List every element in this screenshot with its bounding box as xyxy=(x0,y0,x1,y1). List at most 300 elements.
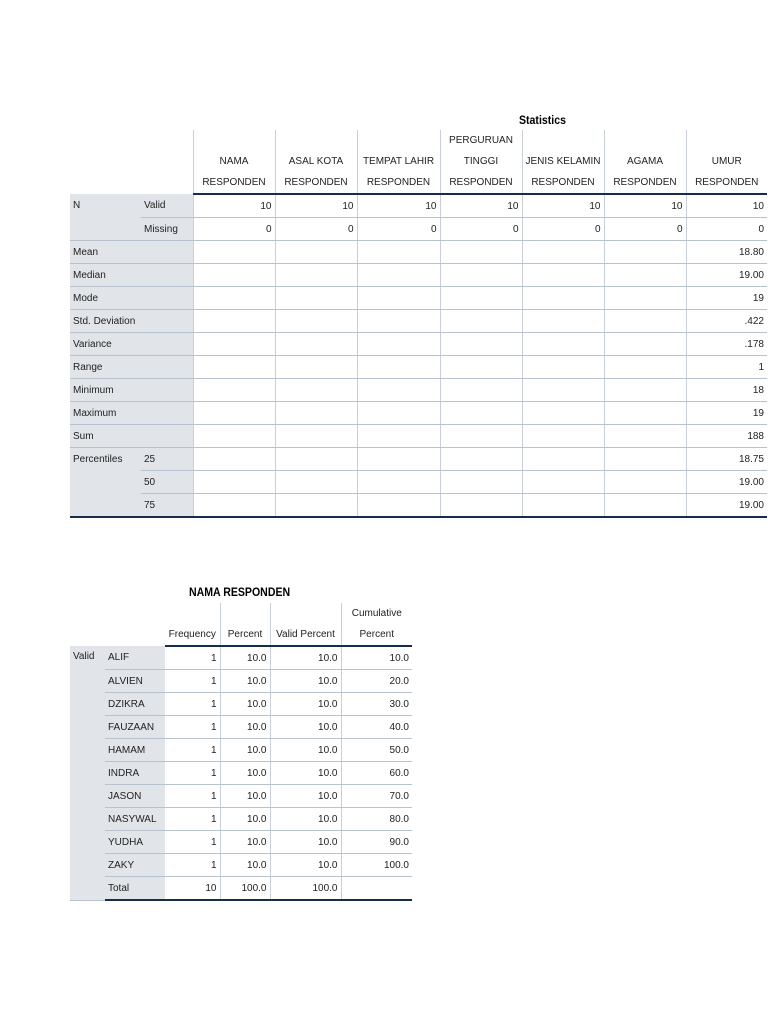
stat-value xyxy=(686,194,767,218)
row-label xyxy=(70,494,141,518)
category-label xyxy=(105,831,165,854)
stat-value xyxy=(193,448,275,471)
cell-text: 10.0 xyxy=(318,859,338,871)
cell-text: 18.80 xyxy=(738,246,764,258)
cell-text: NASYWAL xyxy=(108,813,157,825)
cell-text: 10.0 xyxy=(318,744,338,756)
stat-value xyxy=(275,333,357,356)
frequency-value xyxy=(270,877,341,901)
column-header xyxy=(522,130,604,194)
category-label xyxy=(105,693,165,716)
stat-value xyxy=(522,356,604,379)
frequency-value xyxy=(220,785,270,808)
stat-value xyxy=(193,356,275,379)
cell-text: 10.0 xyxy=(247,652,267,664)
stat-value xyxy=(440,264,522,287)
stat-value xyxy=(686,218,767,241)
stat-value xyxy=(686,425,767,448)
stat-value xyxy=(275,494,357,518)
stat-value xyxy=(686,264,767,287)
stat-value xyxy=(604,494,686,518)
stat-row xyxy=(70,310,767,333)
stat-value xyxy=(522,425,604,448)
cell-text: 10 xyxy=(752,200,764,212)
cell-text: 19 xyxy=(752,292,764,304)
cell-text: 1 xyxy=(210,721,217,733)
cell-text: 10.0 xyxy=(247,698,267,710)
stat-value xyxy=(522,402,604,425)
cell-text: 1 xyxy=(210,652,217,664)
cell-text: Frequency xyxy=(168,629,216,640)
cell-text: 0 xyxy=(430,223,437,235)
frequency-row xyxy=(70,785,412,808)
stat-value xyxy=(193,241,275,264)
frequency-value xyxy=(270,646,341,670)
stat-row xyxy=(70,264,767,287)
row-label xyxy=(70,356,193,379)
frequency-value xyxy=(165,670,220,693)
cell-text: 50 xyxy=(144,476,156,488)
stat-value xyxy=(357,241,440,264)
corner-cell xyxy=(70,130,193,194)
cell-text: Maximum xyxy=(73,407,117,419)
stat-value xyxy=(193,379,275,402)
frequency-value xyxy=(341,877,412,901)
stat-value xyxy=(275,356,357,379)
cell-text: 0 xyxy=(594,223,601,235)
cell-text: YUDHA xyxy=(108,836,144,848)
cell-text: Range xyxy=(73,361,103,373)
category-label xyxy=(105,670,165,693)
stat-value xyxy=(440,356,522,379)
category-label xyxy=(105,716,165,739)
cell-text: 10.0 xyxy=(247,859,267,871)
stat-row xyxy=(70,218,767,241)
frequency-value xyxy=(220,808,270,831)
cell-text: 50.0 xyxy=(389,744,409,756)
stat-value xyxy=(440,333,522,356)
stat-value xyxy=(275,218,357,241)
stat-value xyxy=(686,471,767,494)
cell-text: 19 xyxy=(752,407,764,419)
frequency-value xyxy=(270,693,341,716)
cell-text: ALVIEN xyxy=(108,675,143,687)
cell-text: 100.0 xyxy=(312,882,338,894)
cell-text: PERGURUAN TINGGI RESPONDEN xyxy=(449,135,513,188)
stat-value xyxy=(357,310,440,333)
stat-value xyxy=(522,310,604,333)
cell-text: INDRA xyxy=(108,767,140,779)
frequency-row xyxy=(70,877,412,901)
frequency-value xyxy=(270,716,341,739)
frequency-row xyxy=(70,739,412,762)
cell-text: 18.75 xyxy=(738,453,764,465)
cell-text: 10.0 xyxy=(247,790,267,802)
row-label xyxy=(70,310,193,333)
frequency-value xyxy=(220,646,270,670)
cell-text: 10.0 xyxy=(318,652,338,664)
stat-value xyxy=(686,310,767,333)
stat-value xyxy=(440,425,522,448)
row-label xyxy=(70,379,193,402)
cell-text: HAMAM xyxy=(108,744,146,756)
column-header xyxy=(686,130,767,194)
column-header xyxy=(341,603,412,646)
cell-text: 10 xyxy=(205,882,217,894)
cell-text: Valid xyxy=(144,200,166,211)
cell-text: 90.0 xyxy=(389,836,409,848)
stat-value xyxy=(604,218,686,241)
cell-text: 10.0 xyxy=(247,721,267,733)
cell-text: Valid xyxy=(73,651,95,662)
frequency-value xyxy=(341,693,412,716)
frequency-value xyxy=(341,739,412,762)
stat-row xyxy=(70,241,767,264)
cell-text: 10 xyxy=(425,200,437,212)
row-label xyxy=(70,425,193,448)
column-header xyxy=(440,130,522,194)
cell-text: Median xyxy=(73,269,106,281)
cell-text: 20.0 xyxy=(389,675,409,687)
cell-text: 0 xyxy=(676,223,683,235)
row-label xyxy=(70,194,141,218)
cell-text: 1 xyxy=(210,767,217,779)
stat-value xyxy=(686,448,767,471)
stat-value xyxy=(604,333,686,356)
cell-text: 1 xyxy=(210,698,217,710)
cell-text: 10.0 xyxy=(318,698,338,710)
header-row xyxy=(70,130,767,194)
row-label xyxy=(70,287,193,310)
cell-text: 0 xyxy=(758,223,764,235)
cell-text: 10 xyxy=(671,200,683,212)
stat-value xyxy=(604,310,686,333)
row-sublabel xyxy=(141,494,193,518)
stat-value xyxy=(193,494,275,518)
cell-text: 19.00 xyxy=(738,269,764,281)
corner-cell xyxy=(70,603,165,646)
cell-text: Sum xyxy=(73,430,94,442)
frequency-value xyxy=(220,762,270,785)
stat-value xyxy=(275,194,357,218)
frequency-value xyxy=(220,854,270,877)
stat-value xyxy=(440,494,522,518)
row-sublabel xyxy=(141,218,193,241)
category-label xyxy=(105,877,165,901)
cell-text: 10.0 xyxy=(318,767,338,779)
cell-text: Minimum xyxy=(73,384,114,396)
cell-text: 1 xyxy=(210,790,217,802)
cell-text: Mode xyxy=(73,292,99,304)
stat-value xyxy=(193,218,275,241)
stat-value xyxy=(357,194,440,218)
stat-value xyxy=(275,264,357,287)
row-label xyxy=(70,448,141,471)
cell-text: 0 xyxy=(512,223,519,235)
cell-text: Variance xyxy=(73,338,112,350)
cell-text: ALIF xyxy=(108,652,130,663)
stat-value xyxy=(604,241,686,264)
stat-value xyxy=(193,310,275,333)
stat-value xyxy=(686,402,767,425)
stat-value xyxy=(522,218,604,241)
cell-text: .178 xyxy=(744,338,764,350)
cell-text: 1 xyxy=(758,361,764,373)
cell-text: 10.0 xyxy=(247,675,267,687)
stat-value xyxy=(357,218,440,241)
frequency-value xyxy=(341,831,412,854)
frequency-row xyxy=(70,762,412,785)
statistics-title: Statistics xyxy=(519,113,566,127)
cell-text: JASON xyxy=(108,790,142,802)
column-header xyxy=(270,603,341,646)
stat-value xyxy=(604,264,686,287)
cell-text: UMUR RESPONDEN xyxy=(695,156,759,188)
frequency-value xyxy=(270,670,341,693)
stat-row xyxy=(70,471,767,494)
stat-value xyxy=(522,333,604,356)
cell-text: 10.0 xyxy=(247,813,267,825)
frequency-value xyxy=(165,762,220,785)
stat-value xyxy=(275,241,357,264)
stat-row xyxy=(70,356,767,379)
stat-value xyxy=(604,402,686,425)
frequency-row xyxy=(70,646,412,670)
stat-row xyxy=(70,425,767,448)
frequency-row xyxy=(70,716,412,739)
frequency-value xyxy=(341,646,412,670)
cell-text: Mean xyxy=(73,246,99,258)
frequency-title: NAMA RESPONDEN xyxy=(189,585,291,599)
frequency-value xyxy=(165,854,220,877)
cell-text: 10 xyxy=(507,200,519,212)
cell-text: 100.0 xyxy=(383,859,409,871)
frequency-value xyxy=(220,877,270,901)
category-label xyxy=(105,854,165,877)
cell-text: 10.0 xyxy=(318,836,338,848)
stat-value xyxy=(440,471,522,494)
cell-text: 100.0 xyxy=(241,882,267,894)
category-label xyxy=(105,739,165,762)
cell-text: 18 xyxy=(752,384,764,396)
stat-value xyxy=(522,194,604,218)
header-row xyxy=(70,603,412,646)
row-label xyxy=(70,218,141,241)
cell-text: 10.0 xyxy=(389,652,409,664)
stat-value xyxy=(522,494,604,518)
cell-text: ZAKY xyxy=(108,859,135,871)
stat-value xyxy=(440,310,522,333)
frequency-value xyxy=(220,716,270,739)
stat-row xyxy=(70,402,767,425)
stat-value xyxy=(522,448,604,471)
stat-value xyxy=(275,402,357,425)
category-label xyxy=(105,646,165,670)
frequency-value xyxy=(341,808,412,831)
cell-text: FAUZAAN xyxy=(108,721,155,733)
column-header xyxy=(193,130,275,194)
frequency-value xyxy=(220,670,270,693)
stat-value xyxy=(440,448,522,471)
cell-text: Percentiles xyxy=(73,453,123,465)
column-header xyxy=(357,130,440,194)
cell-text: .422 xyxy=(744,315,764,327)
stat-value xyxy=(357,287,440,310)
cell-text: DZIKRA xyxy=(108,698,145,710)
stat-value xyxy=(193,333,275,356)
frequency-value xyxy=(270,785,341,808)
cell-text: 10.0 xyxy=(318,721,338,733)
cell-text: 10 xyxy=(589,200,601,212)
row-label xyxy=(70,241,193,264)
column-header xyxy=(165,603,220,646)
stat-value xyxy=(604,287,686,310)
stat-row xyxy=(70,379,767,402)
frequency-value xyxy=(165,877,220,901)
cell-text: 1 xyxy=(210,836,217,848)
column-header xyxy=(275,130,357,194)
column-header xyxy=(220,603,270,646)
frequency-table xyxy=(70,603,412,901)
stat-value xyxy=(275,287,357,310)
stat-value xyxy=(193,194,275,218)
cell-text: JENIS KELAMIN RESPONDEN xyxy=(525,156,601,188)
frequency-value xyxy=(270,739,341,762)
cell-text: 0 xyxy=(347,223,354,235)
stat-value xyxy=(275,448,357,471)
cell-text: 25 xyxy=(144,453,156,465)
cell-text: 1 xyxy=(210,744,217,756)
cell-text: 10.0 xyxy=(247,836,267,848)
cell-text: 10 xyxy=(342,200,354,212)
cell-text: Valid Percent xyxy=(276,629,335,640)
frequency-value xyxy=(270,762,341,785)
frequency-value xyxy=(220,693,270,716)
stat-row xyxy=(70,287,767,310)
stat-row xyxy=(70,333,767,356)
stat-value xyxy=(686,356,767,379)
stat-value xyxy=(686,333,767,356)
stat-value xyxy=(357,379,440,402)
stat-value xyxy=(686,494,767,518)
stat-value xyxy=(440,218,522,241)
stat-value xyxy=(193,287,275,310)
cell-text: NAMA RESPONDEN xyxy=(202,156,266,188)
frequency-value xyxy=(220,739,270,762)
frequency-value xyxy=(165,739,220,762)
stat-value xyxy=(604,194,686,218)
frequency-value xyxy=(270,808,341,831)
row-label xyxy=(70,471,141,494)
stat-row xyxy=(70,448,767,471)
cell-text: 70.0 xyxy=(389,790,409,802)
group-label xyxy=(70,646,105,900)
cell-text: Cumulative Percent xyxy=(351,608,402,640)
stat-value xyxy=(357,264,440,287)
cell-text: ASAL KOTA RESPONDEN xyxy=(284,156,348,188)
frequency-row xyxy=(70,670,412,693)
stat-value xyxy=(604,356,686,379)
stat-value xyxy=(193,471,275,494)
stat-value xyxy=(440,402,522,425)
cell-text: 10.0 xyxy=(247,767,267,779)
stat-value xyxy=(357,402,440,425)
row-sublabel xyxy=(141,471,193,494)
cell-text: 19.00 xyxy=(738,476,764,488)
category-label xyxy=(105,762,165,785)
frequency-value xyxy=(220,831,270,854)
frequency-row xyxy=(70,808,412,831)
stat-value xyxy=(522,471,604,494)
frequency-value xyxy=(341,716,412,739)
stat-value xyxy=(275,471,357,494)
cell-text: 10 xyxy=(260,200,272,212)
stat-value xyxy=(686,379,767,402)
cell-text: 80.0 xyxy=(389,813,409,825)
column-header xyxy=(604,130,686,194)
cell-text: TEMPAT LAHIR RESPONDEN xyxy=(362,156,435,188)
frequency-row xyxy=(70,831,412,854)
frequency-value xyxy=(165,646,220,670)
row-label xyxy=(70,402,193,425)
stat-value xyxy=(275,425,357,448)
cell-text: 188 xyxy=(747,430,764,442)
stat-value xyxy=(522,379,604,402)
cell-text: Total xyxy=(108,882,130,894)
frequency-value xyxy=(270,854,341,877)
frequency-value xyxy=(165,716,220,739)
cell-text: 10.0 xyxy=(247,744,267,756)
stat-value xyxy=(522,264,604,287)
cell-text: 10.0 xyxy=(318,813,338,825)
cell-text: Percent xyxy=(227,629,263,640)
cell-text: 1 xyxy=(210,859,217,871)
row-label xyxy=(70,333,193,356)
stat-row xyxy=(70,194,767,218)
stat-value xyxy=(440,287,522,310)
frequency-row xyxy=(70,854,412,877)
cell-text: Missing xyxy=(144,223,178,235)
stat-row xyxy=(70,494,767,518)
stat-value xyxy=(357,494,440,518)
frequency-value xyxy=(270,831,341,854)
stat-value xyxy=(357,471,440,494)
statistics-table xyxy=(70,130,767,518)
cell-text: 40.0 xyxy=(389,721,409,733)
stat-value xyxy=(440,241,522,264)
stat-value xyxy=(275,310,357,333)
stat-value xyxy=(193,402,275,425)
row-sublabel xyxy=(141,194,193,218)
cell-text: AGAMA RESPONDEN xyxy=(613,156,677,188)
stat-value xyxy=(357,356,440,379)
stat-value xyxy=(604,379,686,402)
stat-value xyxy=(357,425,440,448)
row-label xyxy=(70,264,193,287)
category-label xyxy=(105,785,165,808)
stat-value xyxy=(604,471,686,494)
cell-text: 75 xyxy=(144,499,156,511)
cell-text: 1 xyxy=(210,813,217,825)
stat-value xyxy=(193,264,275,287)
frequency-value xyxy=(341,670,412,693)
stat-value xyxy=(522,241,604,264)
frequency-value xyxy=(165,693,220,716)
stat-value xyxy=(440,379,522,402)
cell-text: N xyxy=(73,200,81,212)
stat-value xyxy=(440,194,522,218)
cell-text: Std. Deviation xyxy=(73,315,136,327)
